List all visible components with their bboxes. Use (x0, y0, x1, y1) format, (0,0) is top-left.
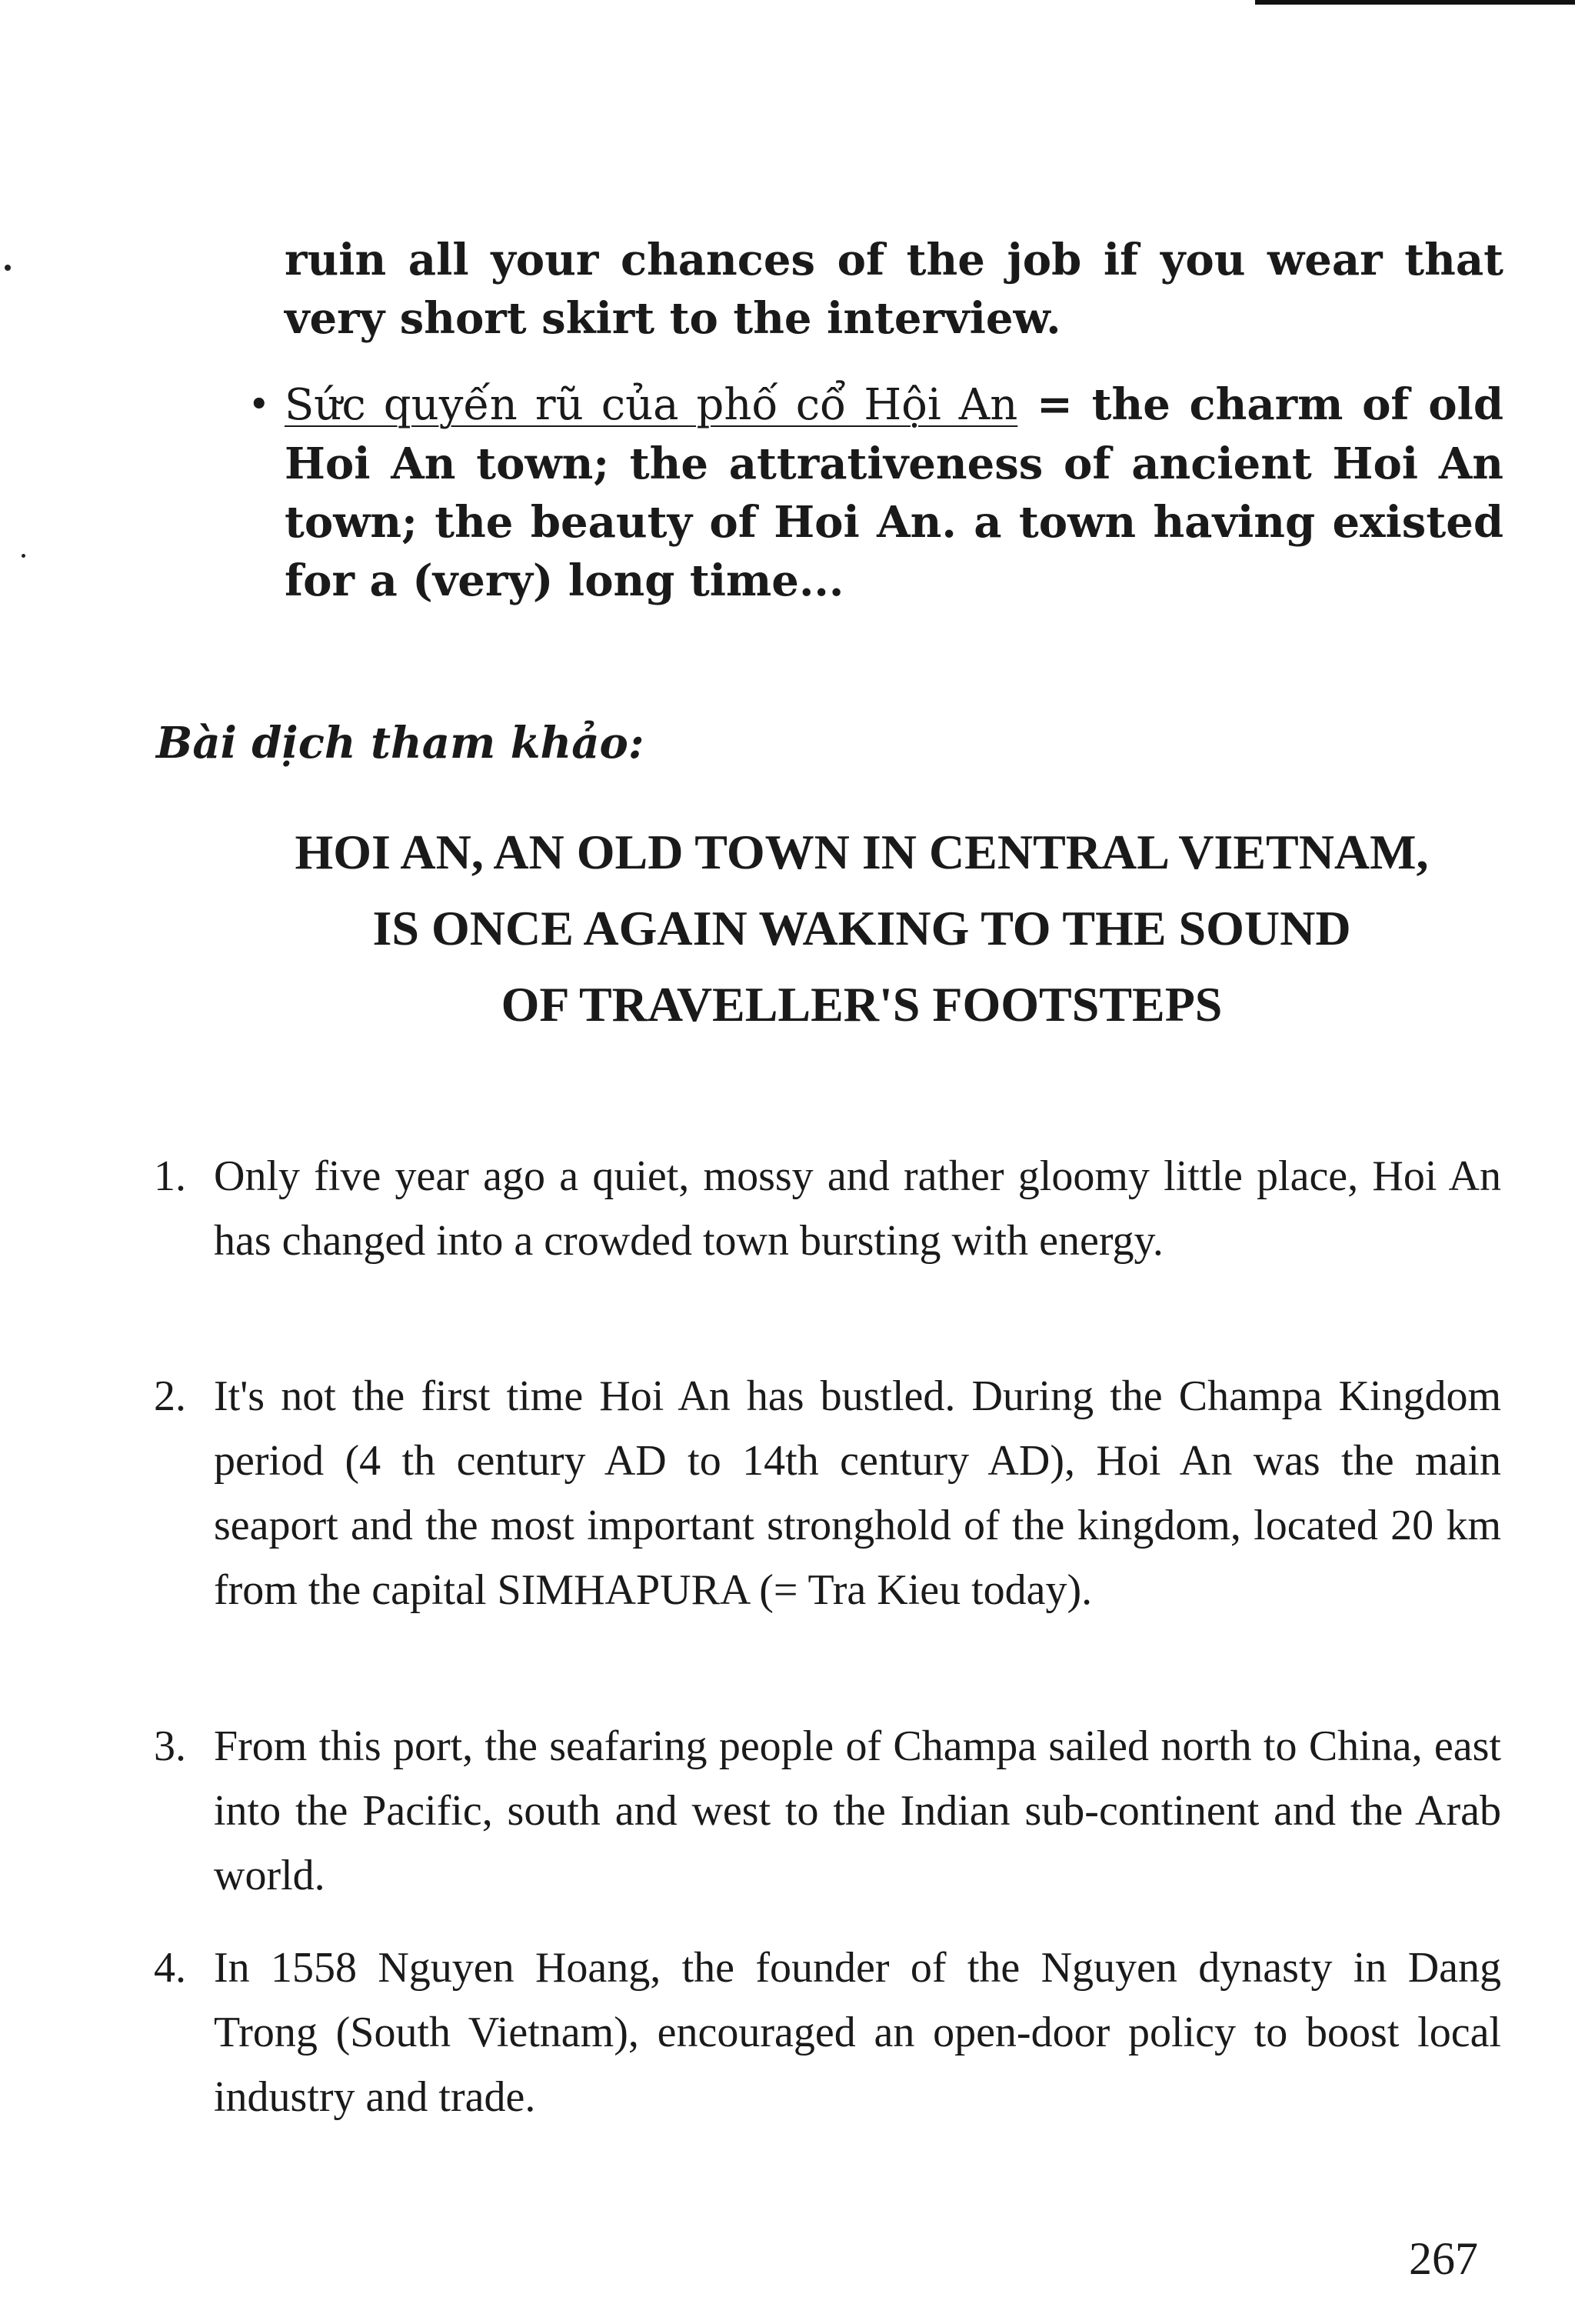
left-margin-mark-2 (22, 554, 25, 558)
page-number: 267 (1409, 2233, 1478, 2284)
item-number: 2. (154, 1372, 186, 1420)
list-item (154, 1936, 1501, 2129)
vietnamese-term: Sức quyến rũ của phố cổ Hội An (285, 380, 1018, 430)
title-line-1: HOI AN, AN OLD TOWN IN CENTRAL VIETNAM, (295, 825, 1429, 879)
article-title (156, 814, 1567, 1042)
item-text: From this port, the seafaring people of Champa sailed north to China, east into the Pacific, south and west to the Indian sub-continent and the Arab world. (214, 1722, 1501, 1899)
left-margin-mark (5, 265, 11, 271)
list-item (154, 1364, 1501, 1622)
bullet-point-icon: • (249, 386, 269, 422)
title-line-3: OF TRAVELLER'S FOOTSTEPS (501, 977, 1223, 1032)
numbered-paragraph-1 (154, 1144, 1501, 1273)
item-text: Only five year ago a quiet, mossy and rather gloomy little place, Hoi An has changed into a crowded town bursting with energy. (214, 1152, 1501, 1265)
continuation-paragraph: ruin all your chances of the job if you wear that very short skirt to the interview. (285, 235, 1503, 344)
english-equivalents: = the charm of old Hoi An town; the attrativeness of ancient Hoi An town; the beauty of Hoi An. a town having existed for a (very) long time... (285, 379, 1503, 606)
title-line-2: IS ONCE AGAIN WAKING TO THE SOUND (372, 901, 1351, 955)
top-edge-rule (1255, 0, 1575, 5)
item-number: 1. (154, 1152, 186, 1200)
item-text: In 1558 Nguyen Hoang, the founder of the Nguyen dynasty in Dang Trong (South Vietnam), encouraged an open-door policy to boost local industry and trade. (214, 1944, 1501, 2121)
reference-translation-heading: Bài dịch tham khảo: (156, 718, 644, 769)
item-number: 4. (154, 1944, 186, 1992)
list-item (154, 1714, 1501, 1908)
list-item (154, 1144, 1501, 1273)
numbered-paragraph-3 (154, 1714, 1501, 1908)
numbered-paragraph-2 (154, 1364, 1501, 1622)
vocabulary-bullet (249, 375, 1503, 610)
item-text: It's not the first time Hoi An has bustled. During the Champa Kingdom period (4 th century AD to 14th century AD), Hoi An was the main seaport and the most important stronghold of the kingdom, located 20 km from the capital SIMHAPURA (= Tra Kieu today). (214, 1372, 1501, 1614)
numbered-paragraph-4 (154, 1936, 1501, 2129)
item-number: 3. (154, 1722, 186, 1770)
